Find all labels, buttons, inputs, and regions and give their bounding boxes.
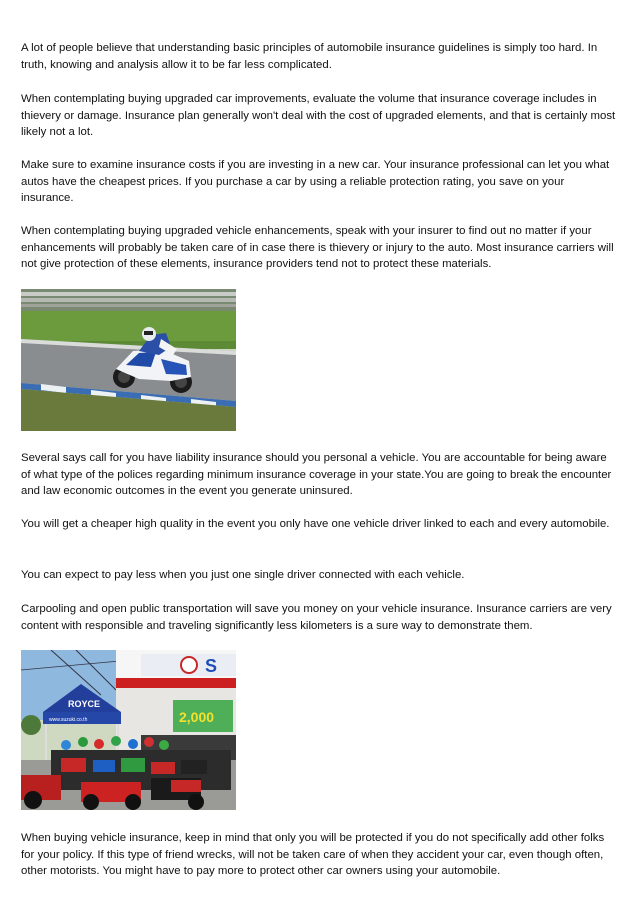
paragraph-6: You will get a cheaper high quality in the event you only have one vehicle driver linked to each and every automobile. [21,518,610,530]
tent-text: ROYCE [68,699,101,709]
paragraph-2: When contemplating buying upgraded car improvements, evaluate the volume that insurance coverage includes in thievery or damage. Insurance plan generally won't deal with the cost of upgraded elements, and that is certainly most likely not a lot. [21,93,616,138]
paragraph-3: Make sure to examine insurance costs if you are investing in a new car. Your insurance professional can let you what autos have the cheapest prices. If you purchase a car by using a reliable protection rating, you save on your insurance. [21,159,610,204]
paragraph-7: You can expect to pay less when you just one single driver connected with each vehicle. [21,569,465,581]
motorcycle-race-photo [21,289,236,431]
paragraph-4: When contemplating buying upgraded vehicle enhancements, speak with your insurer to find out no matter if your enhancements will probably be taken care of in case there is thievery or injury to the auto. Most insurance carriers will not give protection of these elements, insurance providers tend not to protect these materials. [21,225,614,270]
paragraph-8: Carpooling and open public transportation will save you money on your vehicle insurance. Insurance carriers are very content with responsible and traveling significantly less kilometers is a sure way to demonstrate them. [21,603,612,632]
tent-subtext: www.suzuki.co.th [49,717,88,723]
motorcycle-dealership-photo [21,650,236,810]
paragraph-1: A lot of people believe that understanding basic principles of automobile insurance guidelines is simply too hard. In truth, knowing and analysis allow it to be far less complicated. [21,42,598,71]
banner-text: 2,000 [179,709,215,725]
paragraph-9: When buying vehicle insurance, keep in mind that only you will be protected if you do not specifically add other folks for your policy. If this type of friend wrecks, will not be taken care of when they accident your car, even though often, other motorists. You might have to pay more to protect other car owners using your automobile. [21,832,605,877]
paragraph-5: Several says call for you have liability insurance should you personal a vehicle. You are accountable for being aware of what type of the polices regarding minimum insurance coverage in your state.You are going to break the encounter and law economic outcomes in the event you generate uninsured. [21,452,612,497]
dealer-sign-text: S [205,656,218,676]
